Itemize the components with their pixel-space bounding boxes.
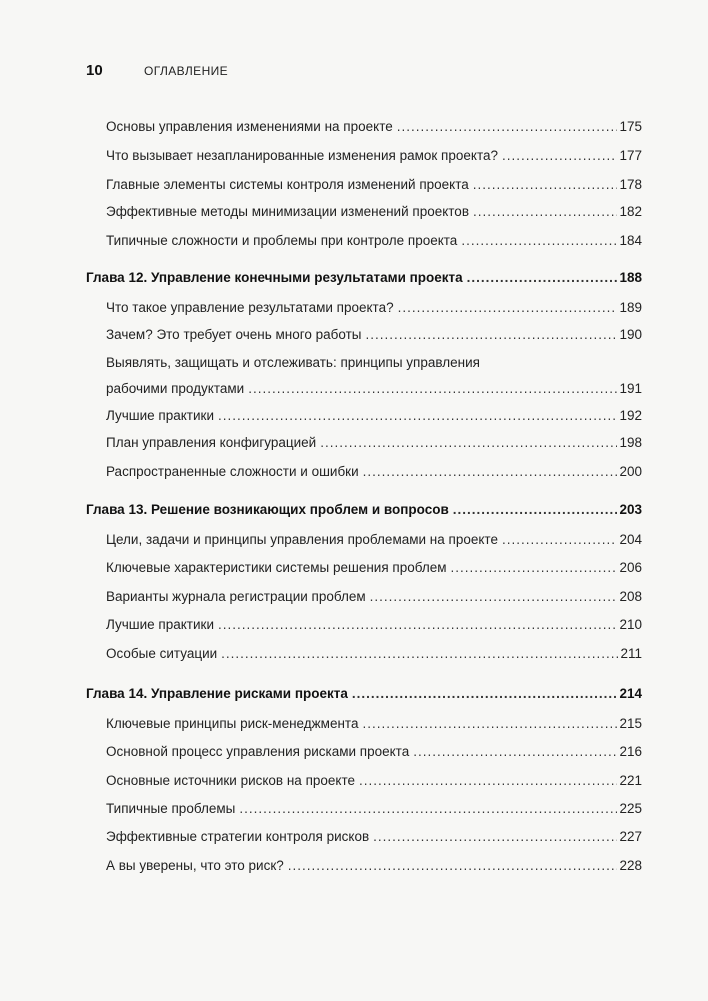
page-ref: 192 xyxy=(619,408,642,423)
toc-entry[interactable] xyxy=(106,560,642,576)
entry-title: Зачем? Это требует очень много работы xyxy=(106,327,362,342)
toc-chapter[interactable] xyxy=(86,502,642,518)
entry-title: Главные элементы системы контроля изменений проекта xyxy=(106,177,469,192)
page-ref: 221 xyxy=(619,773,642,788)
page-ref: 189 xyxy=(619,300,642,315)
toc-entry[interactable] xyxy=(106,177,642,193)
toc-entry[interactable] xyxy=(106,646,642,662)
dot-leader xyxy=(413,744,617,760)
page-ref: 182 xyxy=(619,204,642,219)
entry-title: Основы управления изменениями на проекте xyxy=(106,119,393,134)
toc-entry[interactable] xyxy=(106,233,642,249)
dot-leader xyxy=(218,617,617,633)
toc-chapter[interactable] xyxy=(86,270,642,286)
entry-title: Ключевые принципы риск-менеджмента xyxy=(106,716,359,731)
page-ref: 200 xyxy=(619,464,642,479)
page-ref: 214 xyxy=(619,686,642,701)
dot-leader xyxy=(320,435,617,451)
page-ref: 184 xyxy=(619,233,642,248)
dot-leader xyxy=(239,801,617,817)
toc-entry[interactable] xyxy=(106,773,642,789)
dot-leader xyxy=(248,381,617,397)
entry-title: Варианты журнала регистрации проблем xyxy=(106,589,366,604)
toc-entry[interactable] xyxy=(106,716,642,732)
dot-leader xyxy=(218,408,617,424)
toc-chapter[interactable] xyxy=(86,686,642,702)
entry-title: Распространенные сложности и ошибки xyxy=(106,464,359,479)
entry-title: Эффективные стратегии контроля рисков xyxy=(106,829,370,844)
entry-title: Ключевые характеристики системы решения проблем xyxy=(106,560,447,575)
dot-leader xyxy=(363,464,618,480)
toc-entry[interactable] xyxy=(106,435,642,451)
page-ref: 228 xyxy=(619,858,642,873)
toc-entry[interactable] xyxy=(106,408,642,424)
toc-entry[interactable] xyxy=(106,589,642,605)
page-ref: 225 xyxy=(619,801,642,816)
entry-title: Эффективные методы минимизации изменений проектов xyxy=(106,204,469,219)
running-head: ОГЛАВЛЕНИЕ xyxy=(144,64,229,78)
page-ref: 188 xyxy=(619,270,642,285)
toc-entry[interactable] xyxy=(106,829,642,845)
page-ref: 208 xyxy=(619,589,642,604)
chapter-title: Глава 13. Решение возникающих проблем и вопросов xyxy=(86,502,449,517)
page-ref: 211 xyxy=(620,646,642,661)
dot-leader xyxy=(397,119,618,135)
page-ref: 177 xyxy=(619,148,642,163)
page-number: 10 xyxy=(86,62,103,79)
page-ref: 178 xyxy=(619,177,642,192)
dot-leader xyxy=(451,560,618,576)
dot-leader xyxy=(473,177,618,193)
chapter-title: Глава 14. Управление рисками проекта xyxy=(86,686,348,701)
dot-leader xyxy=(467,270,618,286)
dot-leader xyxy=(288,858,618,874)
page-ref: 227 xyxy=(619,829,642,844)
entry-title: Лучшие практики xyxy=(106,617,214,632)
toc-entry[interactable] xyxy=(106,858,642,874)
dot-leader xyxy=(362,716,617,732)
dot-leader xyxy=(502,532,618,548)
entry-title: Типичные сложности и проблемы при контроле проекта xyxy=(106,233,458,248)
entry-title: Типичные проблемы xyxy=(106,801,236,816)
toc-entry[interactable] xyxy=(106,464,642,480)
entry-title: План управления конфигурацией xyxy=(106,435,317,450)
dot-leader xyxy=(366,327,618,343)
page-header xyxy=(86,62,228,79)
page-ref: 198 xyxy=(619,435,642,450)
toc-entry-title-line: Выявлять, защищать и отслеживать: принципы управления xyxy=(106,355,480,370)
dot-leader xyxy=(352,686,618,702)
dot-leader xyxy=(398,300,618,316)
page-ref: 175 xyxy=(619,119,642,134)
toc-entry[interactable] xyxy=(106,327,642,343)
toc-entry[interactable] xyxy=(106,148,642,164)
entry-title: Основные источники рисков на проекте xyxy=(106,773,355,788)
dot-leader xyxy=(370,589,618,605)
toc-entry[interactable] xyxy=(106,801,642,817)
toc-entry[interactable] xyxy=(106,617,642,633)
dot-leader xyxy=(502,148,617,164)
entry-title: А вы уверены, что это риск? xyxy=(106,858,284,873)
dot-leader xyxy=(373,829,617,845)
entry-title: Что вызывает незапланированные изменения рамок проекта? xyxy=(106,148,498,163)
entry-title: Особые ситуации xyxy=(106,646,218,661)
page-ref: 191 xyxy=(619,381,642,396)
entry-title: Что такое управление результатами проекта? xyxy=(106,300,394,315)
toc-entry[interactable] xyxy=(106,381,642,397)
page-ref: 210 xyxy=(619,617,642,632)
page-ref: 206 xyxy=(619,560,642,575)
page-ref: 216 xyxy=(619,744,642,759)
page-ref: 203 xyxy=(619,502,642,517)
page-ref: 190 xyxy=(619,327,642,342)
toc-entry[interactable] xyxy=(106,744,642,760)
page-ref: 215 xyxy=(619,716,642,731)
dot-leader xyxy=(359,773,617,789)
toc-entry[interactable] xyxy=(106,532,642,548)
entry-title: Лучшие практики xyxy=(106,408,214,423)
page-ref: 204 xyxy=(619,532,642,547)
dot-leader xyxy=(221,646,618,662)
dot-leader xyxy=(473,204,617,220)
dot-leader xyxy=(453,502,618,518)
entry-title: рабочими продуктами xyxy=(106,381,245,396)
toc-entry[interactable] xyxy=(106,300,642,316)
entry-title: Цели, задачи и принципы управления проблемами на проекте xyxy=(106,532,498,547)
toc-entry[interactable] xyxy=(106,119,642,135)
entry-title: Основной процесс управления рисками проекта xyxy=(106,744,410,759)
toc-entry[interactable] xyxy=(106,204,642,220)
dot-leader xyxy=(461,233,617,249)
chapter-title: Глава 12. Управление конечными результатами проекта xyxy=(86,270,463,285)
